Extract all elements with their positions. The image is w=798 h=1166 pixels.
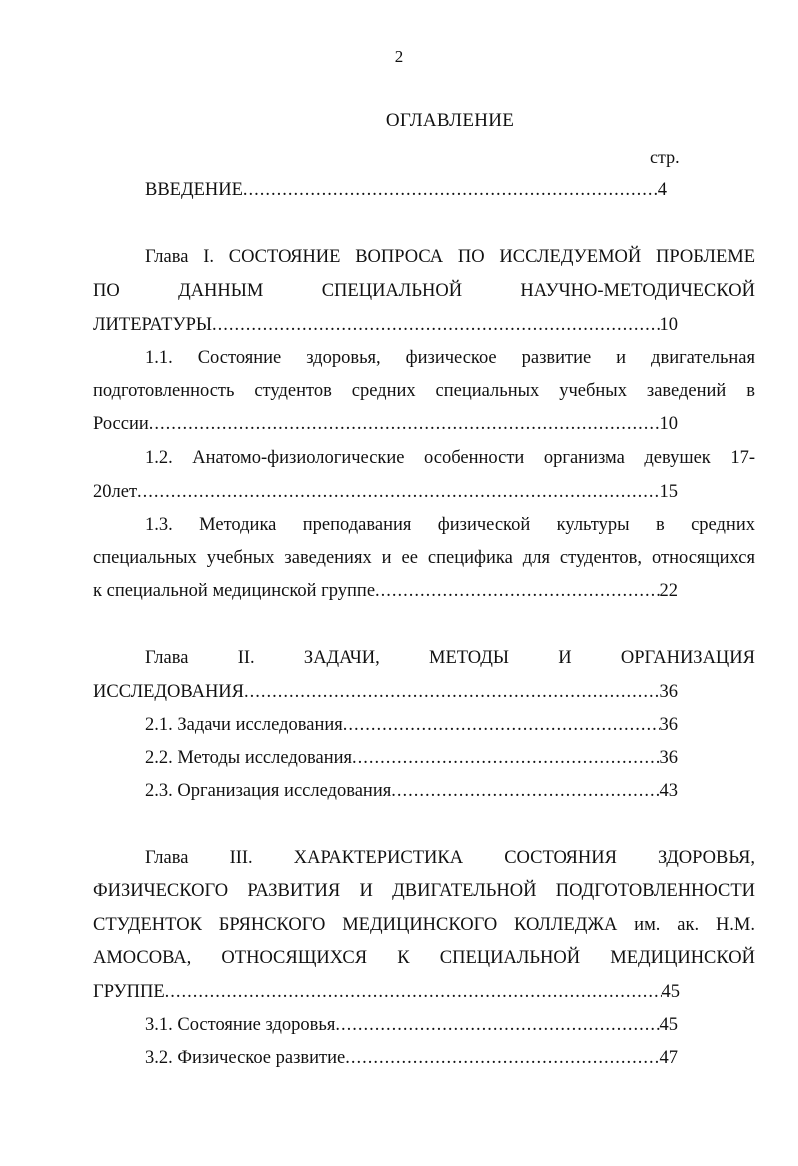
toc-entry-text: 20лет [93, 482, 138, 502]
toc-page-number: 10 [659, 414, 678, 434]
toc-entry-text: ВВЕДЕНИЕ [145, 180, 243, 200]
toc-entry-1-2 [93, 480, 678, 504]
toc-entry-2-2 [145, 746, 678, 770]
toc-entry-text: 2.2. Методы исследования [145, 748, 353, 768]
toc-entry-text: 2.3. Организация исследования [145, 781, 392, 801]
section-1-2-line1: 1.2. Анатомо-физиологические особенности организма девушек 17- [145, 448, 755, 468]
toc-entry-intro [145, 178, 667, 202]
toc-page-number: 36 [659, 682, 678, 702]
dot-leader [375, 579, 659, 603]
chapter1-line2: ПО ДАННЫМ СПЕЦИАЛЬНОЙ НАУЧНО-МЕТОДИЧЕСКОЙ [93, 281, 755, 301]
page-column-label: стр. [650, 147, 680, 167]
dot-leader [137, 480, 659, 504]
toc-page-number: 15 [659, 482, 678, 502]
toc-entry-2-1 [145, 713, 678, 737]
chapter3-line1: Глава III. ХАРАКТЕРИСТИКА СОСТОЯНИЯ ЗДОРОВЬЯ, [145, 848, 755, 868]
toc-entry-chapter2 [93, 680, 678, 704]
toc-entry-text: ЛИТЕРАТУРЫ [93, 315, 212, 335]
dot-leader [335, 1013, 659, 1037]
toc-page-number: 47 [659, 1048, 678, 1068]
chapter3-line2: ФИЗИЧЕСКОГО РАЗВИТИЯ И ДВИГАТЕЛЬНОЙ ПОДГОТОВЛЕННОСТИ [93, 881, 755, 901]
dot-leader [352, 746, 659, 770]
dot-leader [345, 1046, 659, 1070]
chapter1-line1: Глава I. СОСТОЯНИЕ ВОПРОСА ПО ИССЛЕДУЕМОЙ ПРОБЛЕМЕ [145, 247, 755, 267]
dot-leader [149, 412, 660, 436]
page-number: 2 [394, 47, 404, 66]
dot-leader [212, 313, 660, 337]
toc-page-number: 10 [659, 315, 678, 335]
chapter3-line3: СТУДЕНТОК БРЯНСКОГО МЕДИЦИНСКОГО КОЛЛЕДЖА им. ак. Н.М. [93, 915, 755, 935]
toc-page-number: 36 [659, 748, 678, 768]
toc-entry-chapter1 [93, 313, 678, 337]
chapter3-line4: АМОСОВА, ОТНОСЯЩИХСЯ К СПЕЦИАЛЬНОЙ МЕДИЦИНСКОЙ [93, 948, 755, 968]
dot-leader [244, 680, 660, 704]
section-1-3-line1: 1.3. Методика преподавания физической культуры в средних [145, 515, 755, 535]
toc-entry-text: 3.1. Состояние здоровья [145, 1015, 336, 1035]
dot-leader [165, 980, 662, 1004]
toc-entry-text: России [93, 414, 149, 434]
toc-entry-text: 2.1. Задачи исследования [145, 715, 343, 735]
toc-entry-1-1 [93, 412, 678, 436]
section-1-1-line1: 1.1. Состояние здоровья, физическое развитие и двигательная [145, 348, 755, 368]
toc-entry-text: 3.2. Физическое развитие [145, 1048, 346, 1068]
section-1-1-line2: подготовленность студентов средних специальных учебных заведений в [93, 381, 755, 401]
toc-page-number: 45 [661, 982, 680, 1002]
toc-page-number: 36 [659, 715, 678, 735]
toc-entry-text: к специальной медицинской группе [93, 581, 376, 601]
toc-entry-chapter3 [93, 980, 680, 1004]
toc-page-number: 4 [657, 180, 667, 200]
toc-page-number: 43 [659, 781, 678, 801]
toc-entry-text: ГРУППЕ [93, 982, 165, 1002]
section-1-3-line2: специальных учебных заведениях и ее специфика для студентов, относящихся [93, 548, 755, 568]
toc-entry-3-1 [145, 1013, 678, 1037]
dot-leader [391, 779, 659, 803]
toc-page-number: 22 [659, 581, 678, 601]
toc-entry-2-3 [145, 779, 678, 803]
toc-entry-3-2 [145, 1046, 678, 1070]
dot-leader [243, 178, 658, 202]
chapter2-line1: Глава II. ЗАДАЧИ, МЕТОДЫ И ОРГАНИЗАЦИЯ [145, 648, 755, 668]
toc-page-number: 45 [659, 1015, 678, 1035]
toc-title: ОГЛАВЛЕНИЕ [385, 110, 515, 131]
toc-entry-text: ИССЛЕДОВАНИЯ [93, 682, 244, 702]
dot-leader [343, 713, 660, 737]
toc-entry-1-3 [93, 579, 678, 603]
